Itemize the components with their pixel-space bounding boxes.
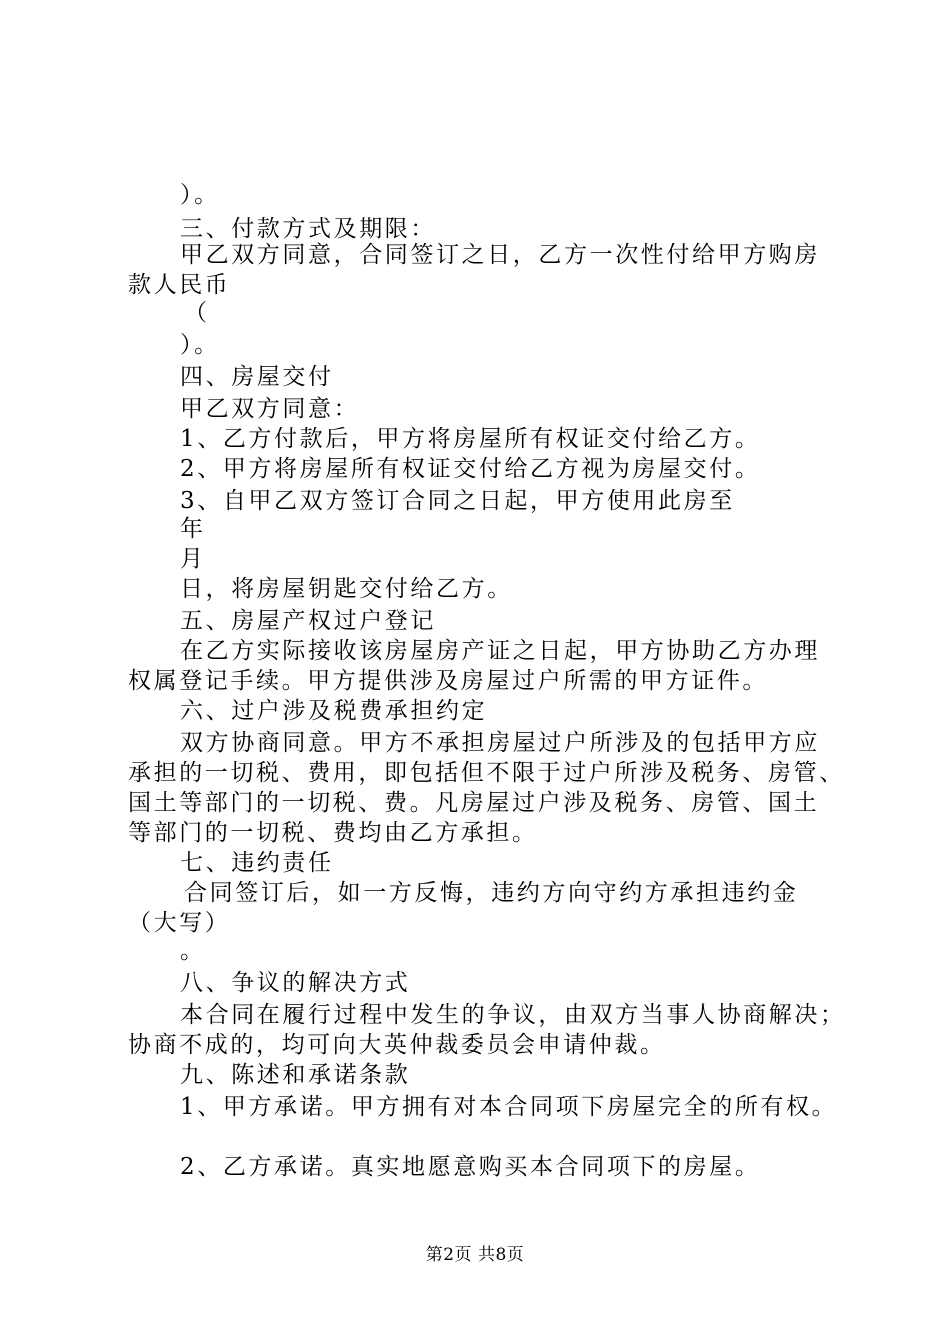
paragraph-line: 甲乙双方同意： <box>180 396 360 422</box>
paragraph-line: （大写） <box>128 910 231 936</box>
list-item: 2、乙方承诺。真实地愿意购买本合同项下的房屋。 <box>180 1154 761 1180</box>
section-heading-breach: 七、违约责任 <box>180 850 334 876</box>
paragraph-line: 承担的一切税、费用，即包括但不限于过户所涉及税务、房管、 <box>128 760 845 786</box>
paragraph-line: 协商不成的，均可向大英仲裁委员会申请仲裁。 <box>128 1032 666 1058</box>
paragraph-line: 本合同在履行过程中发生的争议，由双方当事人协商解决； <box>180 1002 846 1028</box>
list-item: 1、甲方承诺。甲方拥有对本合同项下房屋完全的所有权。 <box>180 1094 838 1120</box>
text-line-period: 。 <box>180 938 206 964</box>
section-heading-delivery: 四、房屋交付 <box>180 364 334 390</box>
paragraph-line: 在乙方实际接收该房屋房产证之日起，甲方协助乙方办理 <box>180 638 820 664</box>
text-line-closing-paren: ）。 <box>180 332 220 358</box>
text-line-closing-paren: ）。 <box>180 182 220 208</box>
list-item: 1、乙方付款后，甲方将房屋所有权证交付给乙方。 <box>180 426 761 452</box>
list-item: 3、自甲乙双方签订合同之日起，甲方使用此房至 <box>180 488 735 514</box>
paragraph-line: 等部门的一切税、费均由乙方承担。 <box>128 820 538 846</box>
section-heading-taxes: 六、过户涉及税费承担约定 <box>180 698 488 724</box>
section-heading-transfer: 五、房屋产权过户登记 <box>180 608 436 634</box>
list-item: 2、甲方将房屋所有权证交付给乙方视为房屋交付。 <box>180 456 761 482</box>
page-number-footer: 第2页 共8页 <box>425 1245 525 1265</box>
text-line-year: 年 <box>180 516 206 542</box>
paragraph-line: 甲乙双方同意，合同签订之日，乙方一次性付给甲方购房 <box>180 242 820 268</box>
paragraph-line: 双方协商同意。甲方不承担房屋过户所涉及的包括甲方应 <box>180 730 820 756</box>
section-heading-payment: 三、付款方式及期限： <box>180 216 436 242</box>
paragraph-line: 款人民币 <box>128 272 231 298</box>
paragraph-line: 日，将房屋钥匙交付给乙方。 <box>180 576 513 602</box>
text-line-open-paren: （ <box>184 300 210 326</box>
section-heading-representations: 九、陈述和承诺条款 <box>180 1062 411 1088</box>
paragraph-line: 合同签订后，如一方反悔，违约方向守约方承担违约金 <box>184 880 799 906</box>
text-line-month: 月 <box>180 546 206 572</box>
paragraph-line: 国土等部门的一切税、费。凡房屋过户涉及税务、房管、国土 <box>128 790 820 816</box>
section-heading-disputes: 八、争议的解决方式 <box>180 970 411 996</box>
paragraph-line: 权属登记手续。甲方提供涉及房屋过户所需的甲方证件。 <box>128 668 768 694</box>
